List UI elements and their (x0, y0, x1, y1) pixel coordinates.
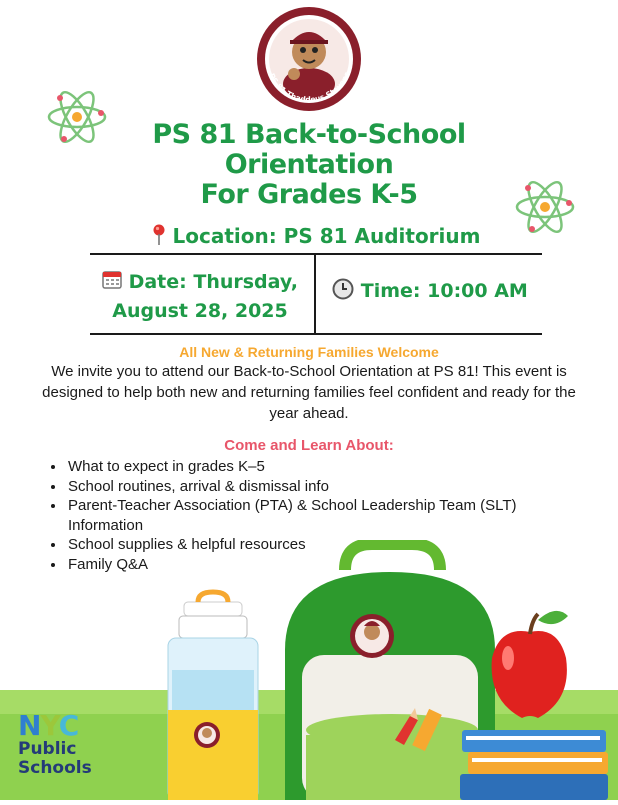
divider-top (90, 253, 542, 255)
divider-vertical (314, 254, 316, 334)
page-title (60, 120, 558, 210)
intro-paragraph: We invite you to attend our Back-to-School Orientation at PS 81! This event is designed to help both new and returning families feel confident and ready for the year ahead. (42, 363, 576, 422)
logo-line-2: Schools (18, 758, 92, 778)
nyc-letter-y: Y (40, 709, 59, 742)
nyc-public-schools-logo (18, 709, 92, 778)
date-line-2: August 28, 2025 (112, 299, 288, 322)
school-supplies-illustration (0, 540, 618, 800)
backpack-illustration (285, 544, 495, 800)
title-line-3: For Grades K-5 (200, 179, 418, 210)
time-row (318, 278, 542, 305)
location-row (90, 224, 542, 252)
list-item: • What to expect in grades K–5 (66, 457, 586, 477)
title-line-2: Orientation (224, 149, 394, 180)
learn-heading: Come and Learn About: (224, 437, 394, 454)
date-block (90, 268, 310, 325)
water-bottle-illustration (168, 592, 258, 800)
title-line-1: PS 81 Back-to-School (152, 119, 466, 150)
list-item: • School routines, arrival & dismissal info (66, 477, 586, 497)
map-pin-icon (152, 224, 166, 251)
school-logo (254, 4, 364, 114)
list-item: • Family Q&A (66, 555, 586, 575)
divider-bottom (90, 333, 542, 335)
welcome-heading: All New & Returning Families Welcome (179, 344, 439, 360)
nyc-letter-c: C (58, 709, 79, 742)
clock-icon (332, 278, 354, 305)
calendar-icon (102, 269, 122, 297)
date-line-1: Date: Thursday, (128, 271, 299, 293)
location-text: Location: PS 81 Auditorium (172, 224, 481, 248)
nyc-letter-n: N (18, 709, 41, 742)
logo-line-1: Public (18, 739, 77, 759)
list-item: • School supplies & helpful resources (66, 535, 586, 555)
list-item: • Parent-Teacher Association (PTA) & School Leadership Team (SLT) Information (66, 496, 586, 535)
logo-ring-text: PS 81 Thaddeus Stevens (267, 70, 352, 105)
time-text: Time: 10:00 AM (360, 280, 528, 302)
